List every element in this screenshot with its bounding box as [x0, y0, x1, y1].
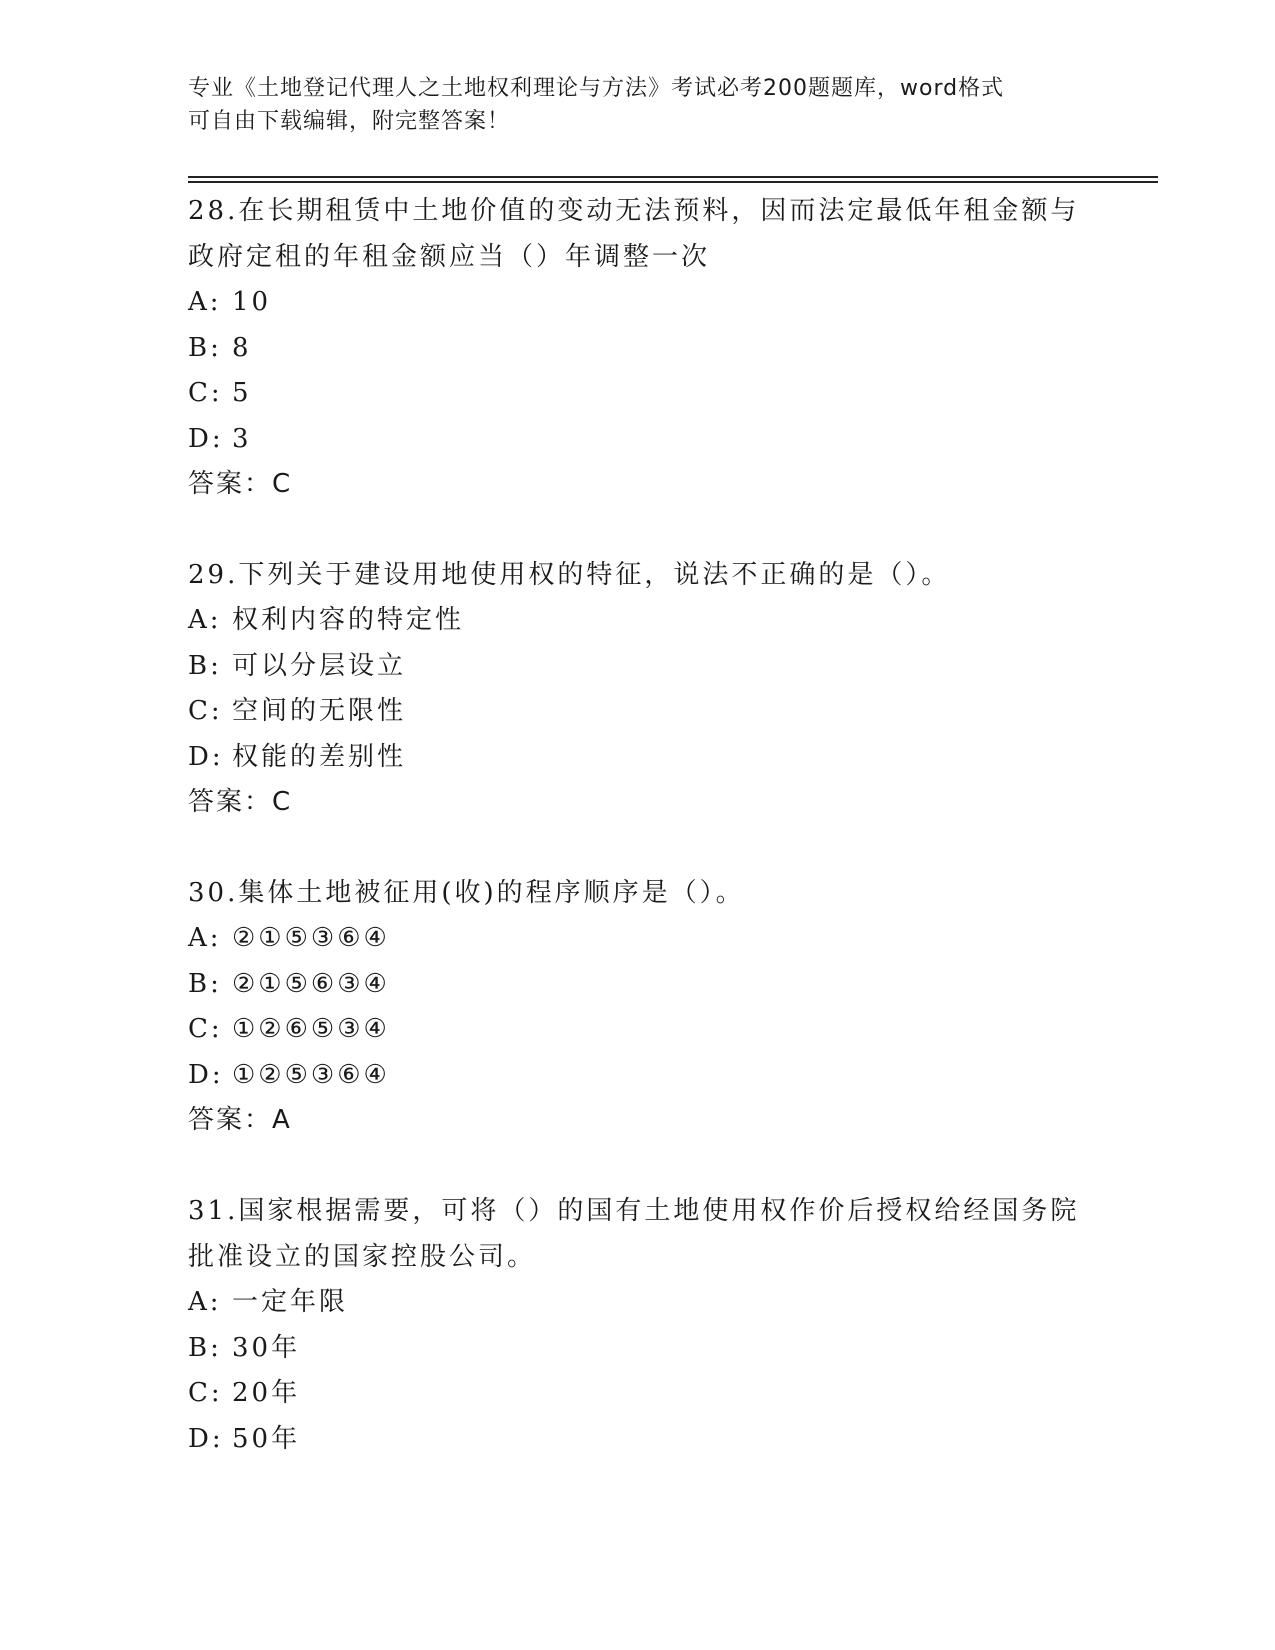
option-key: C:: [188, 696, 223, 726]
question-stem: 29.下列关于建设用地使用权的特征，说法不正确的是（）。: [188, 560, 951, 590]
option-text: ②①⑤⑥③④: [232, 968, 390, 999]
option-text: 3: [232, 423, 252, 454]
option-c: [188, 1371, 1148, 1417]
option-c: [188, 371, 1148, 417]
option-b: [188, 1326, 1148, 1372]
option-text: 5: [232, 378, 252, 408]
option-text: 权利内容的特定性: [232, 605, 465, 635]
answer-value: C: [272, 469, 293, 499]
option-b: [188, 962, 1148, 1008]
option-a: [188, 916, 1148, 962]
option-key: D:: [188, 741, 224, 772]
option-d: [188, 417, 1148, 463]
question-30: [188, 870, 1148, 1142]
option-key: B:: [188, 332, 222, 363]
question-list: [188, 188, 1148, 1508]
answer-value: A: [272, 1105, 292, 1135]
question-stem: 28.在长期租赁中土地价值的变动无法预料，因而法定最低年租金额与政府定租的年租金额应当（）年调整一次: [188, 196, 1080, 272]
option-text: ②①⑤③⑥④: [232, 923, 390, 953]
option-key: A:: [188, 923, 222, 953]
header-divider-bottom: [188, 181, 1158, 183]
option-text: 30年: [232, 1332, 301, 1363]
answer-label: 答案：: [188, 1105, 273, 1135]
answer-value: C: [272, 787, 293, 817]
option-text: 空间的无限性: [232, 696, 407, 726]
option-text: 8: [232, 332, 252, 363]
option-key: A:: [188, 287, 222, 317]
question-29: [188, 552, 1148, 824]
answer-label: 答案：: [188, 787, 273, 817]
option-c: [188, 689, 1148, 735]
option-text: 50年: [232, 1423, 301, 1454]
option-d: [188, 735, 1148, 781]
answer-label: 答案：: [188, 469, 273, 499]
option-key: B:: [188, 650, 222, 681]
option-key: B:: [188, 968, 222, 999]
answer-line: [188, 1098, 1148, 1142]
answer-line: [188, 780, 1148, 824]
option-a: [188, 598, 1148, 644]
option-text: ①②⑤③⑥④: [232, 1059, 390, 1090]
option-b: [188, 644, 1148, 690]
option-key: B:: [188, 1332, 222, 1363]
question-28: [188, 188, 1148, 506]
question-stem: 30.集体土地被征用(收)的程序顺序是（）。: [188, 878, 745, 908]
option-key: D:: [188, 1059, 224, 1090]
option-text: 10: [232, 287, 272, 317]
header-line-1: 专业《土地登记代理人之土地权利理论与方法》考试必考200题题库，word格式: [188, 76, 1005, 101]
option-text: 20年: [232, 1378, 301, 1408]
option-key: A:: [188, 605, 222, 635]
option-key: D:: [188, 1423, 224, 1454]
option-c: [188, 1007, 1148, 1053]
question-stem: 31.国家根据需要，可将（）的国有土地使用权作价后授权给经国务院批准设立的国家控股公司。: [188, 1196, 1080, 1272]
option-text: ①②⑥⑤③④: [232, 1014, 390, 1044]
option-b: [188, 326, 1148, 372]
document-header: [188, 72, 1088, 138]
question-31: [188, 1188, 1148, 1462]
option-key: C:: [188, 1378, 223, 1408]
option-text: 一定年限: [232, 1287, 349, 1317]
option-text: 权能的差别性: [232, 741, 407, 772]
option-a: [188, 280, 1148, 326]
option-key: A:: [188, 1287, 222, 1317]
option-key: D:: [188, 423, 224, 454]
option-d: [188, 1417, 1148, 1463]
option-key: C:: [188, 378, 223, 408]
header-line-2: 可自由下载编辑，附完整答案！: [188, 109, 511, 134]
option-a: [188, 1280, 1148, 1326]
answer-line: [188, 462, 1148, 506]
option-key: C:: [188, 1014, 223, 1044]
header-divider-top: [188, 176, 1158, 178]
option-text: 可以分层设立: [232, 650, 407, 681]
option-d: [188, 1053, 1148, 1099]
